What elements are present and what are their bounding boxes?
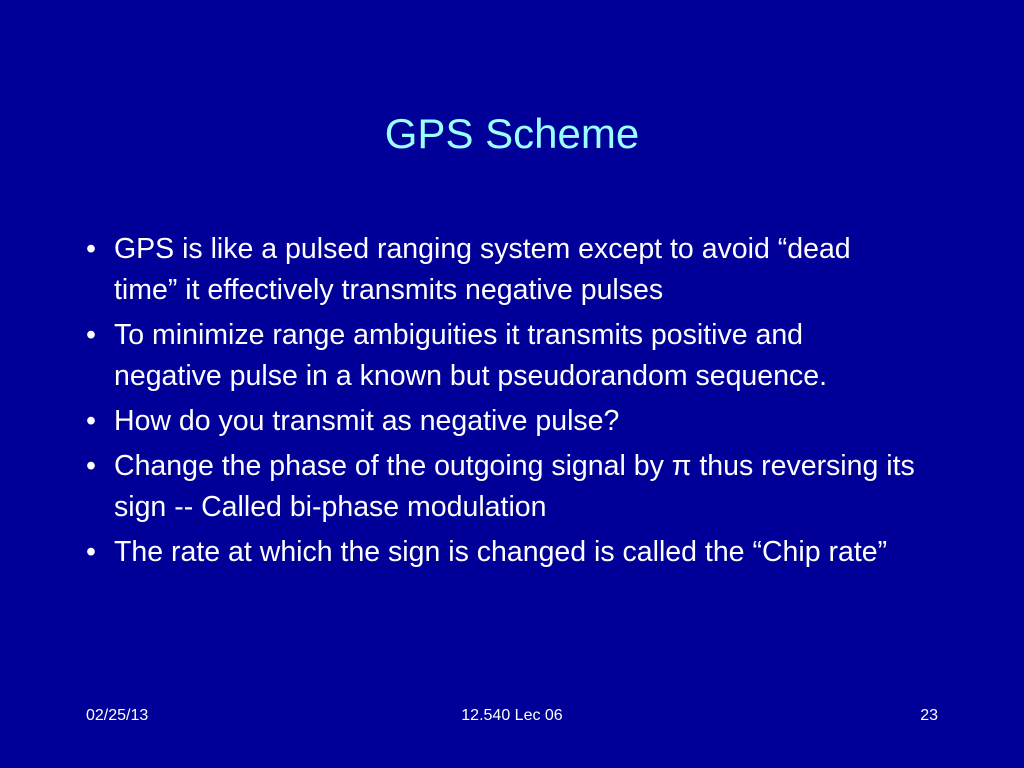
- slide-title: GPS Scheme: [384, 110, 640, 157]
- footer-lecture: 12.540 Lec 06: [461, 707, 563, 724]
- bullet-icon: •: [86, 319, 96, 351]
- bullet-text: The rate at which the sign is changed is called the “Chip rate”: [114, 536, 888, 568]
- footer-date: 02/25/13: [86, 707, 149, 724]
- bullet-text: How do you transmit as negative pulse?: [114, 405, 620, 437]
- bullet-icon: •: [86, 536, 96, 568]
- page-number: 23: [920, 707, 938, 724]
- bullet-item: [86, 446, 916, 528]
- bullet-item: [86, 532, 916, 573]
- bullet-list: [86, 229, 916, 577]
- bullet-icon: •: [86, 233, 96, 265]
- bullet-text: Change the phase of the outgoing signal by π thus reversing its sign -- Called bi-phase modulation: [114, 450, 915, 523]
- bullet-icon: •: [86, 450, 96, 482]
- bullet-text: GPS is like a pulsed ranging system except to avoid “dead time” it effectively transmits negative pulses: [114, 233, 851, 306]
- bullet-item: [86, 401, 916, 442]
- bullet-item: [86, 315, 916, 397]
- bullet-text: To minimize range ambiguities it transmits positive and negative pulse in a known but pseudorandom sequence.: [114, 319, 828, 392]
- bullet-icon: •: [86, 405, 96, 437]
- bullet-item: [86, 229, 916, 311]
